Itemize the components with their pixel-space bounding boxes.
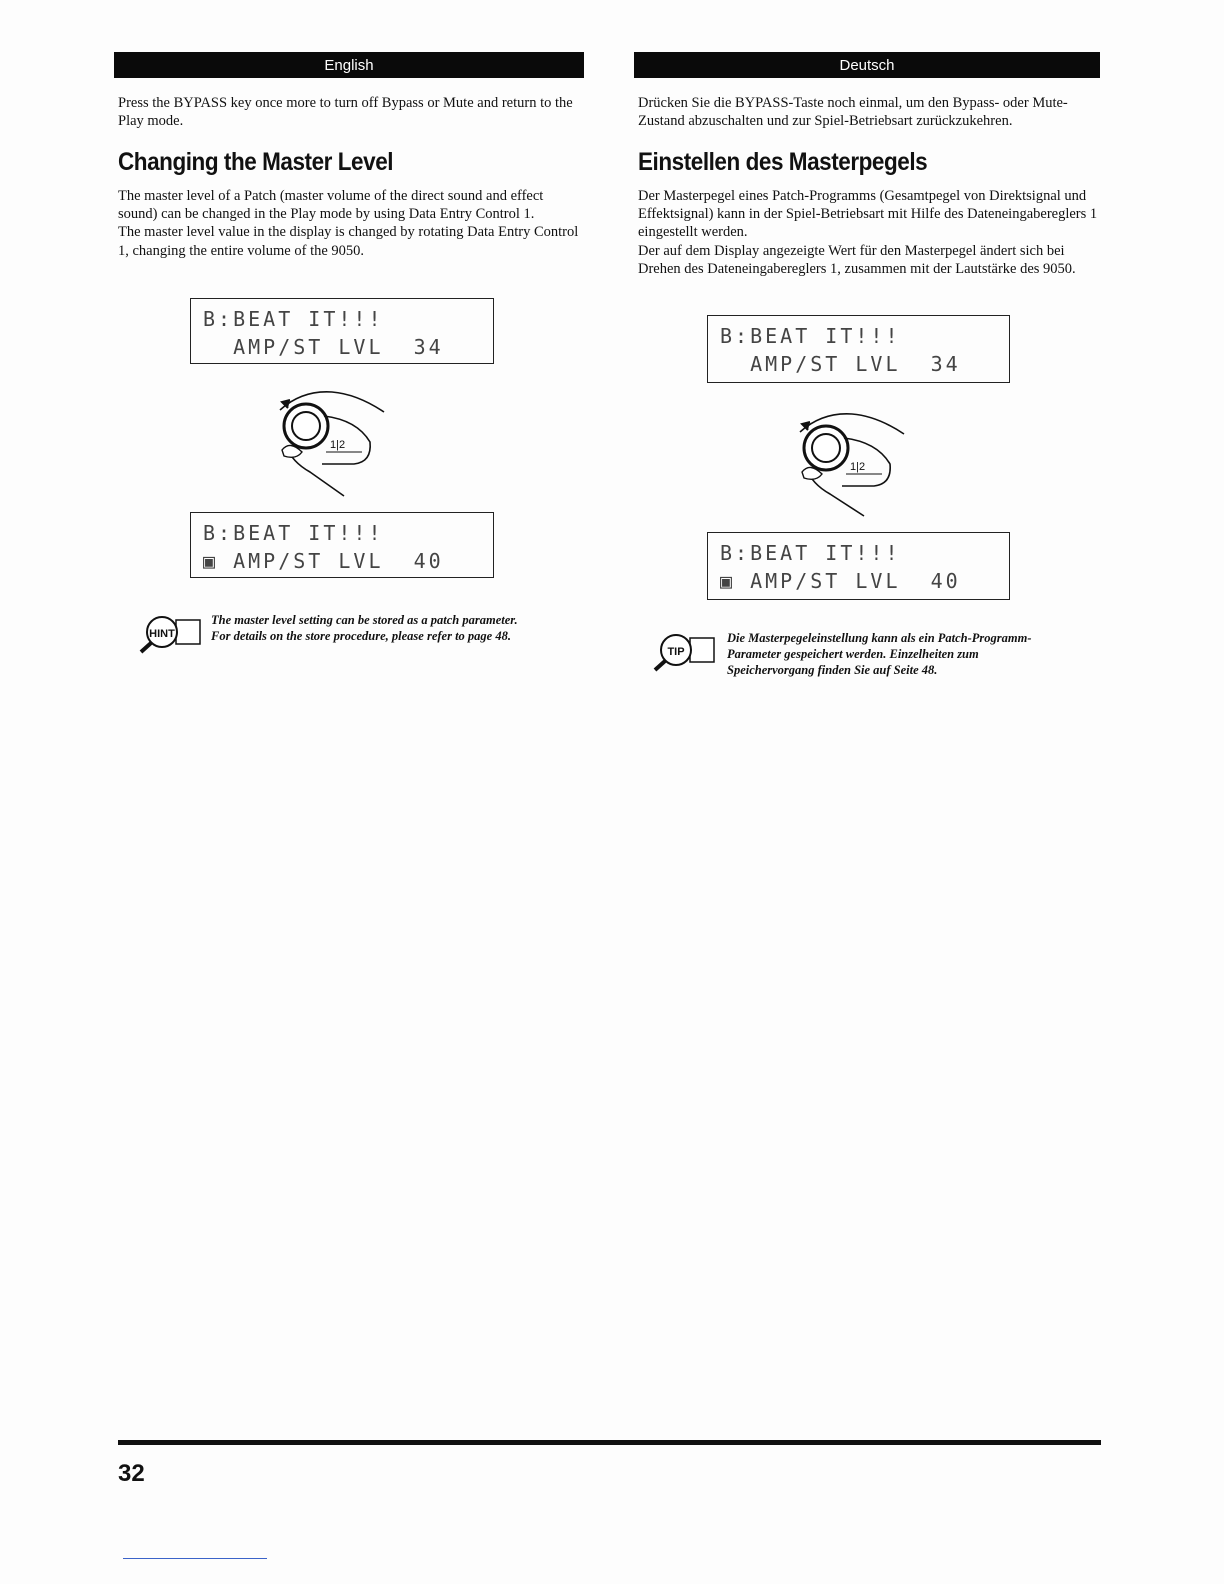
english-lcd-before xyxy=(190,298,494,364)
hint-magnifier-icon xyxy=(138,612,206,654)
deutsch-tip-line-2: Parameter gespeichert werden. Einzelheiten zum xyxy=(727,647,979,661)
deutsch-language-label: Deutsch xyxy=(839,56,895,74)
bottom-decorative-line xyxy=(123,1558,267,1559)
deutsch-lcd-before xyxy=(707,315,1010,383)
english-body-text xyxy=(118,187,584,260)
english-body-paragraph-2: The master level value in the display is changed by rotating Data Entry Control 1, changing the entire volume of the 9050. xyxy=(118,224,579,259)
deutsch-body-paragraph-1: Der Masterpegel eines Patch-Programms (Gesamtpegel von Direktsignal und Effektsignal) kann in der Spiel-Betriebsart mit Hilfe des Dateneingabereglers 1 eingestellt werden. xyxy=(638,188,1098,241)
lcd-line-1: B:BEAT IT!!! xyxy=(720,541,901,565)
deutsch-section-heading: Einstellen des Masterpegels xyxy=(638,148,928,176)
lcd-line-2: ▣ AMP/ST LVL 40 xyxy=(720,569,961,593)
english-column xyxy=(114,52,584,260)
deutsch-intro-text: Drücken Sie die BYPASS-Taste noch einmal, um den Bypass- oder Mute-Zustand abzuschalten und zur Spiel-Betriebsart zurückzukehren. xyxy=(638,95,1068,129)
english-hint-line-2: For details on the store procedure, please refer to page 48. xyxy=(211,629,511,643)
lcd-line-1: B:BEAT IT!!! xyxy=(720,324,901,348)
lcd-line-1: B:BEAT IT!!! xyxy=(203,521,384,545)
english-hint-line-1: The master level setting can be stored as a patch parameter. xyxy=(211,613,518,627)
hint-icon-label: HINT xyxy=(149,628,175,640)
english-body-paragraph-1: The master level of a Patch (master volume of the direct sound and effect sound) can be changed in the Play mode by using Data Entry Control 1. xyxy=(118,188,544,223)
english-language-bar xyxy=(114,52,584,78)
data-entry-knob-hand-icon xyxy=(262,380,392,500)
knob-scale-label: 1|2 xyxy=(850,461,866,473)
deutsch-body-paragraph-2: Der auf dem Display angezeigte Wert für den Masterpegel ändert sich bei Drehen des Dateneingabereglers 1, zusammen mit der Lautstärke des 9050. xyxy=(638,242,1076,277)
english-lcd-after xyxy=(190,512,494,578)
lcd-line-1: B:BEAT IT!!! xyxy=(203,307,384,331)
deutsch-lcd-after xyxy=(707,532,1010,600)
footer-rule xyxy=(118,1440,1101,1445)
deutsch-body-text xyxy=(638,187,1100,278)
deutsch-column xyxy=(634,52,1100,278)
lcd-line-2: AMP/ST LVL 34 xyxy=(203,335,444,359)
deutsch-tip-line-1: Die Masterpegeleinstellung kann als ein Patch-Programm- xyxy=(727,631,1032,645)
data-entry-knob-hand-icon xyxy=(782,402,912,520)
deutsch-tip-note xyxy=(727,630,1107,678)
english-intro-text: Press the BYPASS key once more to turn off Bypass or Mute and return to the Play mode. xyxy=(118,95,573,129)
deutsch-language-bar xyxy=(634,52,1100,78)
lcd-line-2: AMP/ST LVL 34 xyxy=(720,352,961,376)
tip-magnifier-icon xyxy=(652,630,720,672)
page-number: 32 xyxy=(118,1460,145,1487)
tip-icon-label: TIP xyxy=(667,646,685,658)
english-section-heading: Changing the Master Level xyxy=(118,148,394,176)
english-hint-note xyxy=(211,612,591,644)
deutsch-tip-line-3: Speichervorgang finden Sie auf Seite 48. xyxy=(727,663,938,677)
lcd-line-2: ▣ AMP/ST LVL 40 xyxy=(203,549,444,573)
knob-scale-label: 1|2 xyxy=(330,439,346,451)
english-language-label: English xyxy=(324,56,374,74)
